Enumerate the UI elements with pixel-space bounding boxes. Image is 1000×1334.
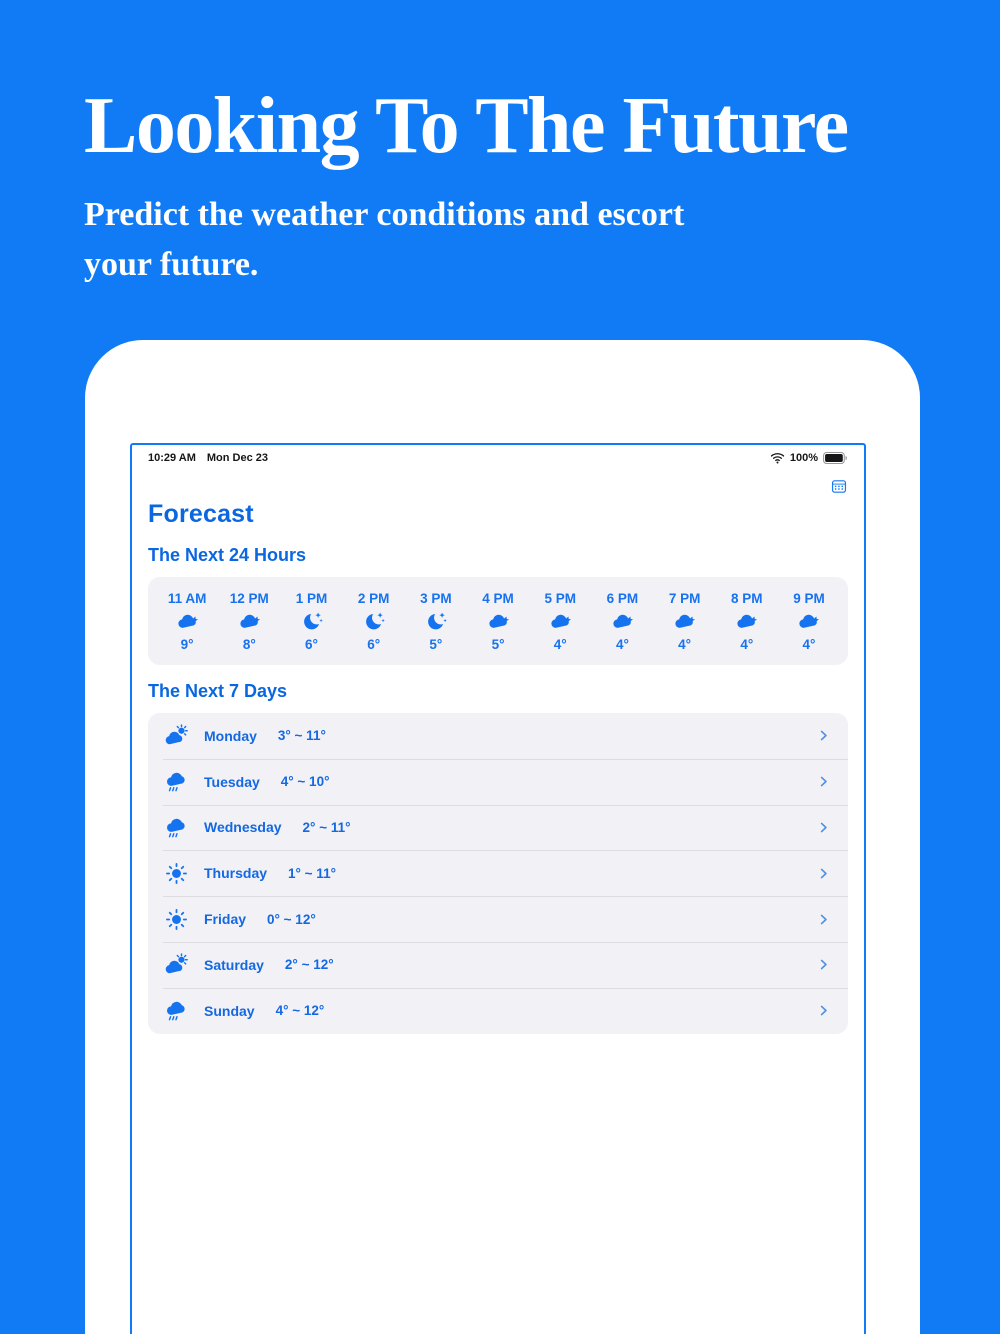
day-label: Sunday	[204, 1002, 255, 1019]
day-label: Saturday	[204, 956, 264, 973]
hour-label: 6 PM	[606, 591, 639, 606]
hour-cell	[218, 591, 280, 652]
hourly-section-heading: The Next 24 Hours	[148, 545, 307, 565]
battery-percent: 100%	[789, 452, 818, 464]
hour-label: 2 PM	[357, 591, 390, 606]
hour-cell	[716, 591, 778, 652]
chevron-right-icon	[817, 1004, 830, 1017]
day-temperature-range: 4° ~ 12°	[275, 1003, 325, 1019]
hour-temperature: 4°	[740, 637, 754, 652]
hour-cell	[654, 591, 716, 652]
hour-temperature: 8°	[242, 637, 256, 652]
hour-label: 12 PM	[229, 591, 269, 606]
day-label: Monday	[204, 727, 257, 744]
hour-temperature: 6°	[305, 637, 318, 652]
cloud-icon	[673, 610, 696, 633]
sun-icon	[164, 861, 189, 886]
day-temperature-range: 2° ~ 11°	[302, 819, 351, 835]
hero-title: Looking To The Future	[84, 82, 848, 170]
hour-label: 7 PM	[668, 591, 701, 606]
hour-cell	[529, 591, 591, 652]
day-temperature-range: 0° ~ 12°	[267, 911, 316, 927]
day-row[interactable]	[148, 713, 848, 759]
page-title: Forecast	[148, 500, 254, 528]
hour-temperature: 5°	[429, 637, 443, 652]
cloud-icon	[797, 610, 820, 633]
moon-stars-icon	[424, 610, 447, 633]
battery-full-icon	[823, 452, 848, 464]
hour-temperature: 4°	[553, 637, 567, 652]
day-label: Friday	[204, 911, 247, 928]
day-temperature-range: 1° ~ 11°	[288, 865, 336, 881]
hour-temperature: 4°	[615, 637, 629, 652]
hero	[84, 82, 964, 291]
hour-label: 9 PM	[793, 591, 825, 606]
cloud-rain-icon	[164, 769, 189, 794]
hour-label: 1 PM	[295, 591, 328, 606]
calendar-button[interactable]	[830, 477, 848, 495]
hour-label: 11 AM	[167, 591, 207, 606]
hour-temperature: 9°	[180, 637, 194, 652]
cloud-rain-icon	[164, 815, 189, 840]
hour-label: 8 PM	[731, 591, 763, 606]
status-date: Mon Dec 23	[206, 452, 269, 464]
toolbar	[148, 477, 848, 495]
status-bar	[148, 450, 848, 466]
status-bar-left	[148, 452, 268, 464]
status-time: 10:29 AM	[148, 452, 196, 464]
cloud-sun-icon	[164, 723, 189, 748]
moon-stars-icon	[362, 610, 385, 633]
sun-icon	[164, 907, 189, 932]
hour-cell	[280, 591, 342, 652]
hour-cell	[467, 591, 529, 652]
cloud-icon	[549, 610, 572, 633]
hourly-forecast-strip[interactable]	[148, 577, 848, 665]
day-label: Wednesday	[204, 819, 282, 836]
hour-cell	[343, 591, 405, 652]
hour-label: 5 PM	[544, 591, 576, 606]
day-temperature-range: 2° ~ 12°	[284, 957, 334, 973]
cloud-icon	[176, 610, 199, 633]
hero-subtitle-line1: Predict the weather conditions and escort	[84, 196, 685, 233]
wifi-icon	[770, 452, 785, 464]
day-row[interactable]	[148, 805, 848, 851]
calendar-icon	[830, 478, 848, 495]
day-label: Tuesday	[204, 773, 260, 790]
hour-cell	[591, 591, 653, 652]
day-row[interactable]	[148, 988, 848, 1034]
day-row[interactable]	[148, 850, 848, 896]
tablet-screen	[130, 443, 866, 1334]
hero-subtitle-line2: your future.	[84, 246, 259, 284]
hour-temperature: 4°	[802, 637, 816, 652]
hour-temperature: 5°	[491, 637, 505, 652]
cloud-icon	[487, 610, 510, 633]
chevron-right-icon	[817, 867, 830, 880]
chevron-right-icon	[817, 729, 830, 742]
day-row[interactable]	[148, 896, 848, 942]
chevron-right-icon	[817, 958, 830, 971]
hour-label: 4 PM	[482, 591, 514, 606]
hero-subtitle	[84, 190, 964, 291]
hour-cell	[156, 591, 218, 652]
tablet-mockup	[85, 340, 920, 1334]
day-row[interactable]	[148, 759, 848, 805]
status-bar-right	[770, 452, 848, 464]
cloud-sun-icon	[164, 952, 189, 977]
chevron-right-icon	[817, 913, 830, 926]
day-label: Thursday	[204, 865, 268, 882]
day-temperature-range: 3° ~ 11°	[277, 728, 326, 744]
hour-temperature: 4°	[678, 637, 692, 652]
cloud-icon	[735, 610, 758, 633]
hour-cell	[778, 591, 840, 652]
cloud-rain-icon	[164, 998, 189, 1023]
chevron-right-icon	[817, 775, 830, 788]
daily-section-heading: The Next 7 Days	[148, 681, 288, 701]
daily-forecast-list	[148, 713, 848, 1034]
hour-temperature: 6°	[367, 637, 381, 652]
day-row[interactable]	[148, 942, 848, 988]
hour-cell	[405, 591, 467, 652]
chevron-right-icon	[817, 821, 830, 834]
hour-label: 3 PM	[420, 591, 452, 606]
cloud-icon	[611, 610, 634, 633]
moon-stars-icon	[300, 610, 323, 633]
cloud-icon	[238, 610, 261, 633]
day-temperature-range: 4° ~ 10°	[280, 774, 330, 790]
